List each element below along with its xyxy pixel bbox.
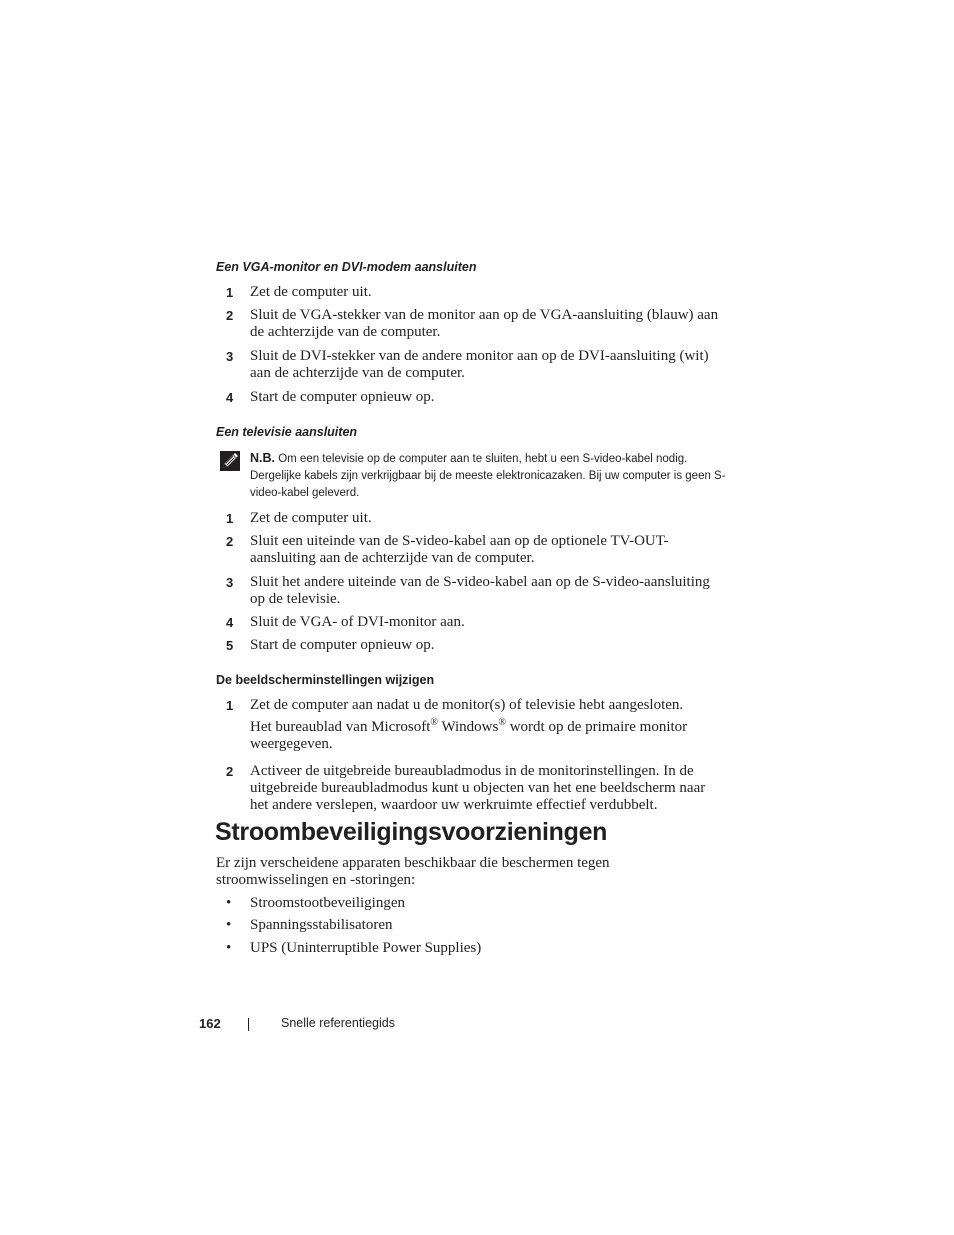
step-number: 2 (226, 764, 234, 779)
bullet-icon: • (226, 940, 232, 956)
bullet-icon: • (226, 917, 232, 933)
note-pencil-icon (220, 451, 240, 471)
step-number: 3 (226, 575, 234, 590)
step-number: 5 (226, 638, 234, 653)
section-heading-power: Stroombeveiligingsvoorzieningen (215, 818, 608, 846)
step-number: 3 (226, 349, 234, 364)
bullet-text: UPS (Uninterruptible Power Supplies) (250, 940, 482, 956)
step-subtext: Het bureaublad van Microsoft® Windows® wordt op de primaire monitor weergegeven. (250, 717, 688, 752)
intro-paragraph: Er zijn verscheidene apparaten beschikbaar die beschermen tegen stroomwisselingen en -storingen: (216, 855, 610, 888)
note-label: N.B. (250, 451, 275, 465)
step-text: Zet de computer aan nadat u de monitor(s) of televisie hebt aangesloten. (250, 697, 684, 713)
step-text: Activeer de uitgebreide bureaubladmodus in de monitorinstellingen. In de uitgebreide bureaubladmodus kunt u objecten van het ene beeldscherm naar het andere verslepen, waardoor uw werkruimte effectief verdubbelt. (250, 763, 706, 813)
step-number: 2 (226, 534, 234, 549)
step-number: 1 (226, 698, 234, 713)
bullet-text: Spanningsstabilisatoren (250, 917, 393, 933)
footer-title: Snelle referentiegids (281, 1016, 395, 1030)
step-text: Zet de computer uit. (250, 284, 372, 300)
section-heading-display: De beeldscherminstellingen wijzigen (216, 673, 435, 687)
page-number: 162 (199, 1016, 221, 1031)
step-text: Zet de computer uit. (250, 510, 372, 526)
step-text: Sluit de VGA- of DVI-monitor aan. (250, 614, 465, 630)
section-heading-tv: Een televisie aansluiten (216, 425, 358, 439)
step-text: Sluit de VGA-stekker van de monitor aan op de VGA-aansluiting (blauw) aan de achterzijde van de computer. (250, 307, 719, 340)
step-number: 1 (226, 511, 234, 526)
bullet-text: Stroomstootbeveiligingen (250, 895, 405, 911)
step-text: Sluit de DVI-stekker van de andere monitor aan op de DVI-aansluiting (wit) aan de achterzijde van de computer. (250, 348, 709, 381)
step-number: 1 (226, 285, 234, 300)
note-text (250, 450, 726, 502)
step-number: 4 (226, 615, 234, 630)
step-text: Start de computer opnieuw op. (250, 637, 435, 653)
section-heading-vga-dvi: Een VGA-monitor en DVI-modem aansluiten (216, 260, 477, 274)
step-text: Sluit het andere uiteinde van de S-video-kabel aan op de S-video-aansluiting op de televisie. (250, 574, 710, 607)
step-number: 2 (226, 308, 234, 323)
step-text: Start de computer opnieuw op. (250, 389, 435, 405)
step-text: Sluit een uiteinde van de S-video-kabel aan op de optionele TV-OUT-aansluiting aan de achterzijde van de computer. (250, 533, 669, 566)
bullet-icon: • (226, 895, 232, 911)
step-number: 4 (226, 390, 234, 405)
footer-separator (248, 1018, 249, 1031)
note-body: Om een televisie op de computer aan te sluiten, hebt u een S-video-kabel nodig. Dergelijke kabels zijn verkrijgbaar bij de meeste elektronicazaken. Bij uw computer is geen S-video-kabel geleverd. (250, 453, 726, 499)
